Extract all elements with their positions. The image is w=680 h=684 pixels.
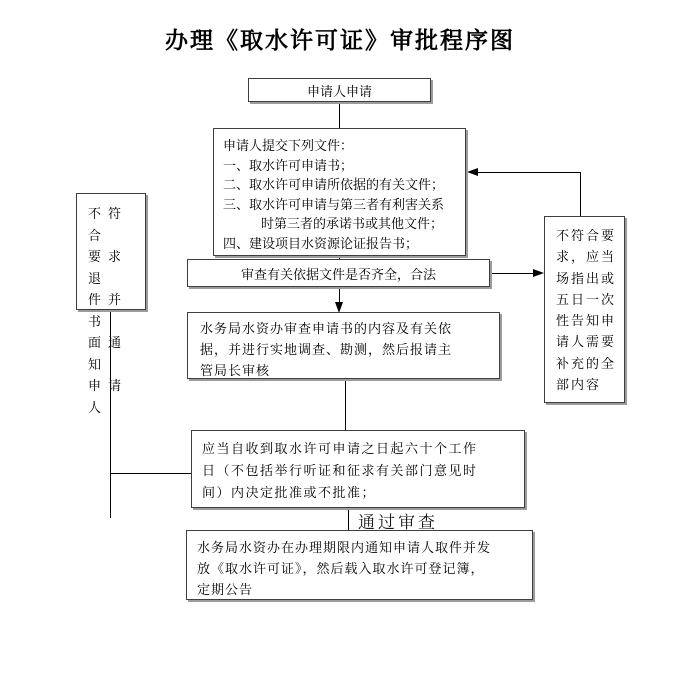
- supplement-line: 性告知申: [556, 313, 617, 329]
- edge-label-pass-review: 通过审查: [358, 513, 438, 532]
- connector-supplement-up: [580, 172, 581, 216]
- node-issue-certificate: [186, 530, 533, 600]
- issue-line: 水务局水资办在办理期限内通知申请人取件并发: [197, 540, 492, 555]
- documents-line: 申请人提交下列文件：: [223, 138, 354, 153]
- node-submit-documents: [213, 128, 466, 256]
- node-applicant-apply: [248, 78, 431, 102]
- arrowhead-right-icon: [533, 269, 544, 277]
- node-completeness-review-label: 审查有关依据文件是否齐全，合法: [240, 266, 436, 282]
- supplement-line: 请人需要: [556, 334, 617, 350]
- node-content-review: [187, 312, 500, 379]
- documents-line: 时第三者的承诺书或其他文件；: [261, 216, 444, 231]
- reject-line: 申请人: [88, 378, 129, 415]
- node-completeness-review: [187, 259, 490, 287]
- supplement-line: 求，应当: [556, 249, 617, 265]
- reject-line: 不符合: [88, 206, 129, 243]
- supplement-line: 部内容: [556, 377, 602, 393]
- connector-apply-to-documents: [339, 102, 340, 128]
- content-review-line: 水务局水资办审查申请书的内容及有关依: [200, 321, 453, 336]
- supplement-line: 五日一次: [556, 291, 617, 307]
- reject-line: 件并书: [88, 292, 129, 329]
- issue-line: 定期公告: [197, 582, 254, 597]
- page-title: 办理《取水许可证》审批程序图: [165, 28, 515, 53]
- content-review-line: 管局长审核: [200, 363, 271, 378]
- node-reject-notice: [76, 193, 146, 415]
- documents-line: 三、取水许可申请与第三者有利害关系: [223, 196, 445, 212]
- node-decision-deadline: [191, 430, 525, 508]
- documents-line: 四、建设项目水资源论证报告书；: [223, 235, 419, 251]
- connector-reject-to-decision: [110, 473, 191, 474]
- node-applicant-apply-label: 申请人申请: [306, 83, 372, 99]
- supplement-line: 不符合要: [556, 228, 617, 243]
- decision-line: 间）内决定批准或不批准；: [202, 485, 377, 500]
- issue-line: 放《取水许可证》，然后载入取水许可登记簿，: [197, 561, 485, 576]
- connector-supplement-to-documents: [477, 172, 581, 173]
- decision-line: 应当自收到取水许可申请之日起六十个工作: [202, 441, 478, 456]
- documents-line: 二、取水许可申请所依据的有关文件；: [223, 177, 445, 192]
- supplement-line: 补充的全: [556, 355, 617, 371]
- connector-content-review-to-decision: [345, 379, 346, 430]
- decision-line: 日（不包括举行听证和征求有关部门意见时: [202, 463, 478, 478]
- connector-decision-to-issue: [348, 508, 349, 530]
- arrowhead-left-icon: [467, 168, 478, 176]
- reject-line: 面通知: [88, 335, 129, 372]
- content-review-line: 据，并进行实地调查、勘测，然后报请主: [200, 342, 453, 357]
- connector-review-to-supplement: [490, 273, 535, 274]
- connector-review-to-content-review: [339, 287, 340, 303]
- documents-line: 一、取水许可申请书；: [223, 157, 354, 173]
- reject-line: 要求退: [88, 249, 129, 286]
- node-supplement-notice: [544, 216, 625, 403]
- supplement-line: 场指出或: [556, 270, 617, 286]
